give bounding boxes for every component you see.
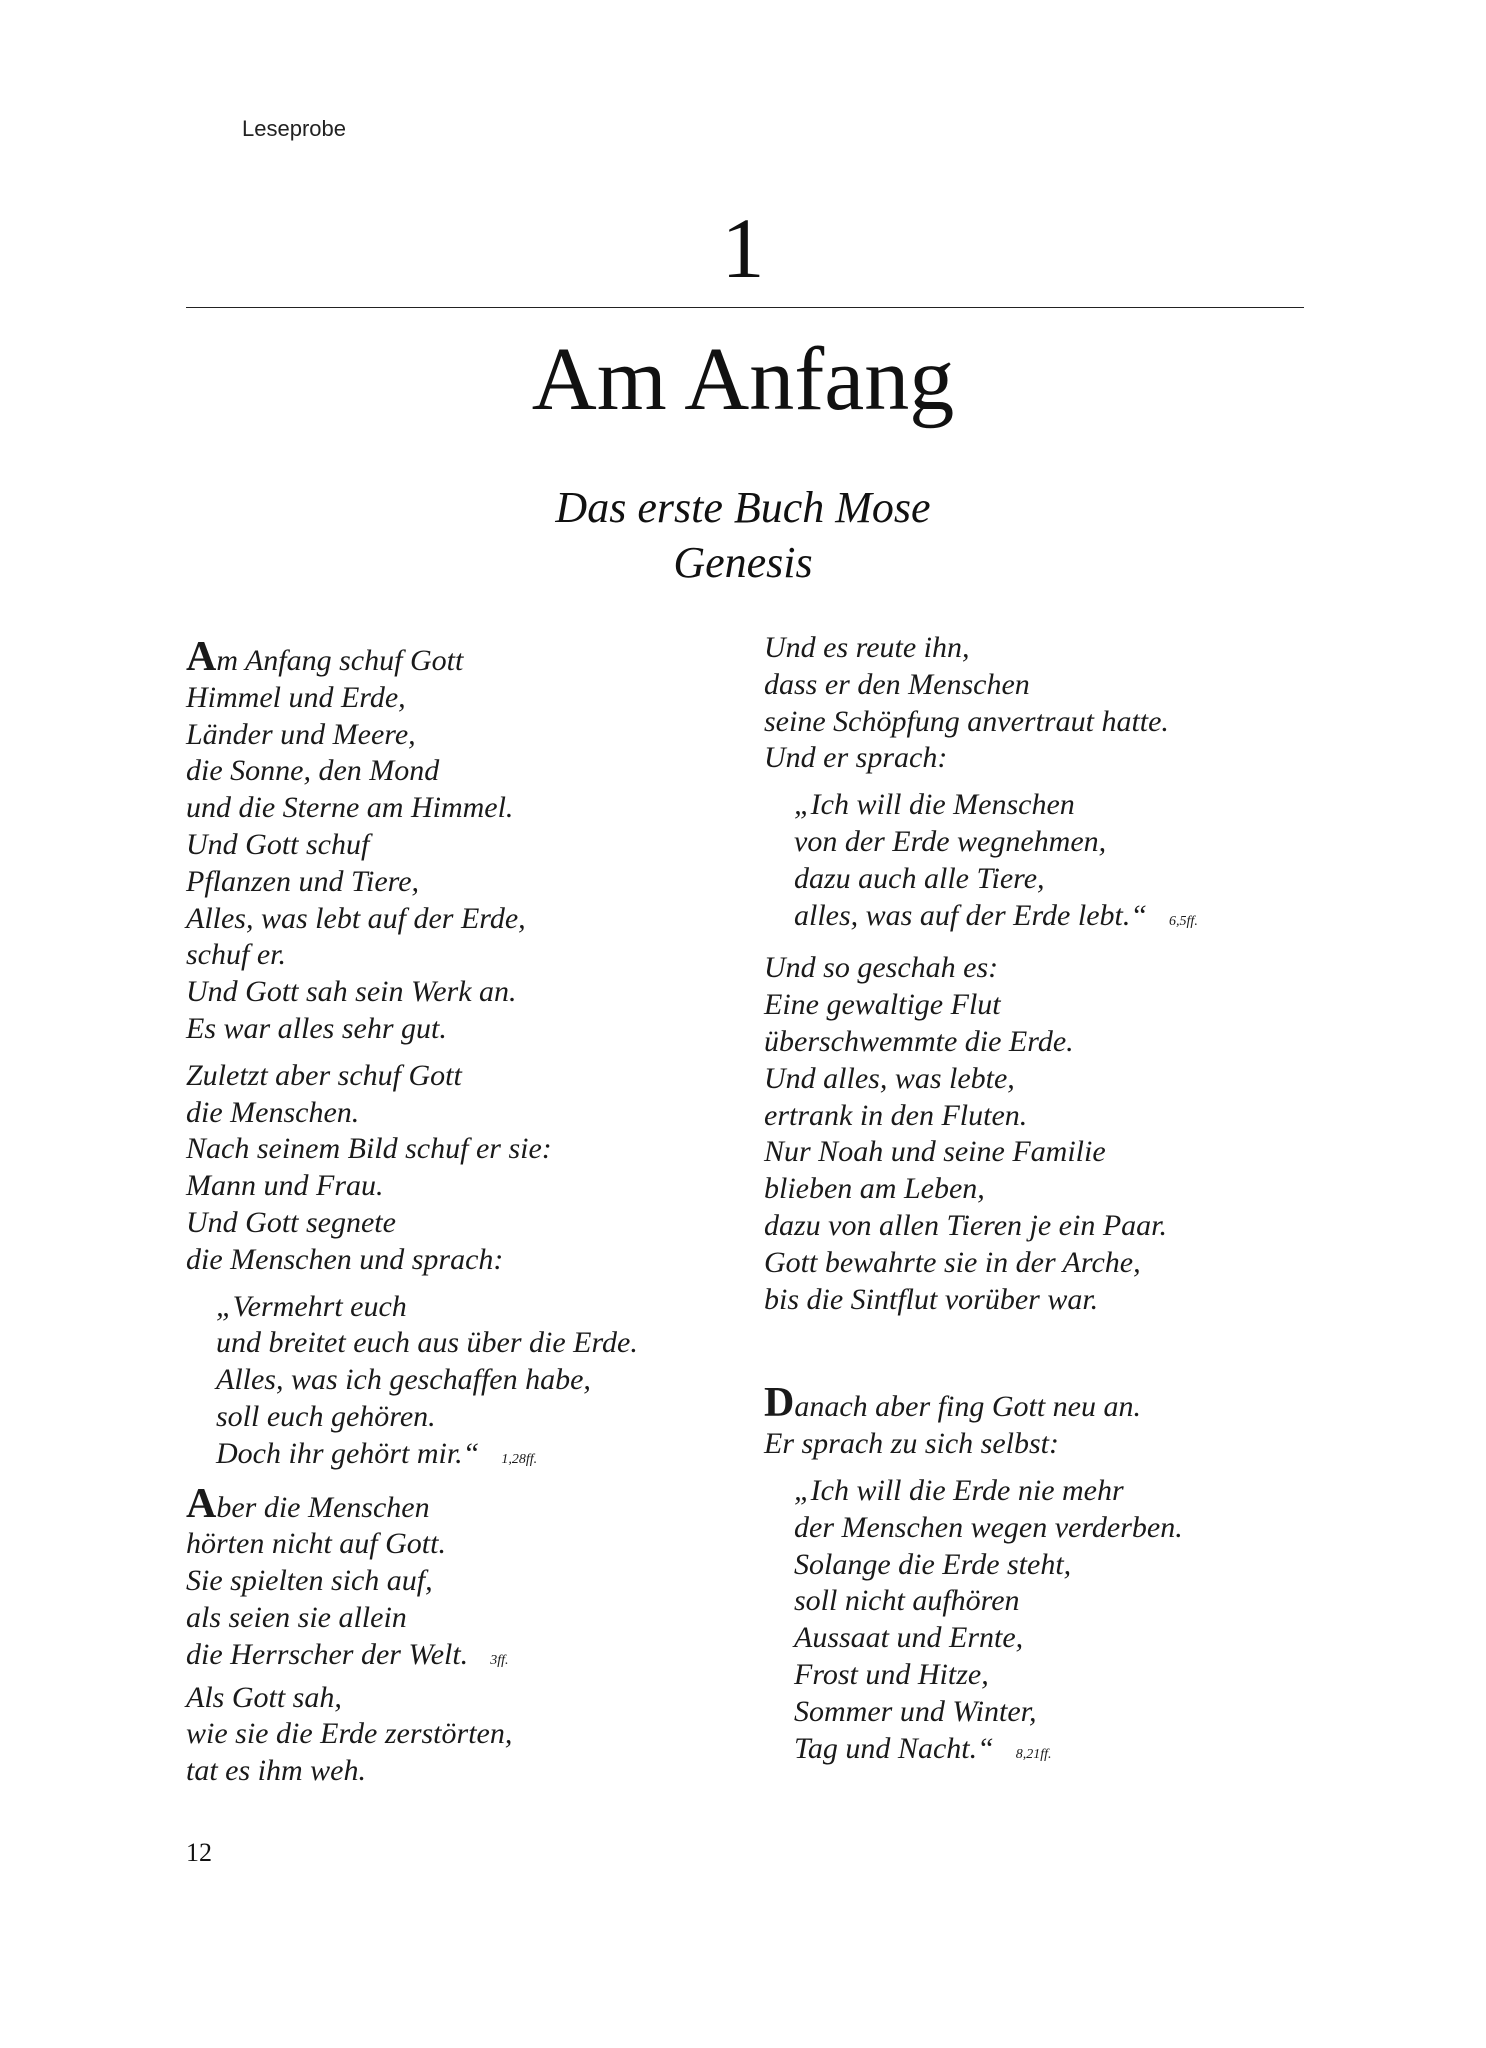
verse-line: Himmel und Erde, [186,680,406,714]
verse-line: bis die Sintflut vorüber war. [764,1282,1099,1316]
verse-line: blieben am Leben, [764,1172,985,1206]
verse-line: die Menschen und sprach: [186,1242,504,1276]
page-number: 12 [186,1838,212,1867]
verse-line: Zuletzt aber schuf Gott [186,1058,462,1092]
verse-line: Und Gott sah sein Werk an. [186,975,517,1009]
verse-line [216,1436,746,1479]
quote-stanza [186,1289,746,1479]
verse-line: und breitet euch aus über die Erde. [216,1326,638,1360]
verse-line: Länder und Meere, [186,717,416,751]
verse-text: ber die Menschen [216,1490,430,1524]
verse-line: seine Schöpfung anvertraut hatte. [764,704,1169,738]
stanza [764,950,1304,1318]
right-column [764,630,1304,1783]
verse-line: Pflanzen und Tiere, [186,864,420,898]
verse-line: Er sprach zu sich selbst: [764,1427,1059,1461]
verse-line [186,1637,746,1680]
verse-line: „Ich will die Menschen [794,788,1075,822]
verse-line [186,1480,746,1527]
verse-line: soll nicht aufhören [794,1584,1020,1618]
drop-cap: A [186,634,217,680]
verse-line: als seien sie allein [186,1600,407,1634]
bible-reference: 1,28ff. [501,1451,538,1467]
verse-line [794,1731,1304,1774]
verse-line: dass er den Menschen [764,667,1030,701]
verse-line: soll euch gehören. [216,1399,436,1433]
verse-line: Und er sprach: [764,741,948,775]
verse-line: ertrank in den Fluten. [764,1098,1028,1132]
bible-reference: 6,5ff. [1169,913,1198,929]
verse-line: Solange die Erde steht, [794,1547,1072,1581]
verse-line: Es war alles sehr gut. [186,1011,447,1045]
verse-line: Sie spielten sich auf, [186,1564,433,1598]
drop-cap: D [764,1380,795,1427]
verse-line: hörten nicht auf Gott. [186,1527,446,1561]
verse-line: Sommer und Winter, [794,1694,1037,1728]
verse-text: m Anfang schuf Gott [216,644,464,677]
verse-line: Und Gott segnete [186,1205,396,1239]
stanza [186,634,746,1048]
verse-line: Frost und Hitze, [794,1657,989,1691]
verse-line: Und alles, was lebte, [764,1061,1015,1095]
subtitle-line: Das erste Buch Mose [555,483,931,532]
verse-line: Und Gott schuf [186,827,370,861]
verse-line: die Menschen. [186,1095,360,1129]
verse-line: Nach seinem Bild schuf er sie: [186,1132,552,1166]
verse-line: Alles, was ich geschaffen habe, [216,1363,591,1397]
verse-line: „Ich will die Erde nie mehr [794,1473,1124,1507]
verse-text: alles, was auf der Erde lebt.“ [794,898,1148,932]
preview-label: Leseprobe [242,116,346,141]
chapter-number: 1 [721,200,765,296]
chapter-subtitle [0,480,1486,590]
verse-line: schuf er. [186,938,286,972]
verse-line: Als Gott sah, [186,1680,342,1714]
verse-line: überschwemmte die Erde. [764,1024,1074,1058]
verse-line: Mann und Frau. [186,1169,384,1203]
chapter-divider [186,307,1304,308]
subtitle-line: Genesis [673,538,813,587]
verse-line: und die Sterne am Himmel. [186,791,514,825]
verse-line: Gott bewahrte sie in der Arche, [764,1245,1141,1279]
verse-line: Und so geschah es: [764,951,999,985]
verse-text: anach aber fing Gott neu an. [794,1390,1141,1424]
stanza [186,1058,746,1279]
verse-line: die Sonne, den Mond [186,754,440,788]
verse-line [794,898,1304,941]
verse-line: dazu auch alle Tiere, [794,861,1045,895]
stanza [186,1480,746,1790]
verse-line: wie sie die Erde zerstörten, [186,1717,513,1751]
verse-line: Eine gewaltige Flut [764,988,1001,1022]
verse-line: Nur Noah und seine Familie [764,1135,1106,1169]
quote-stanza [764,787,1304,940]
drop-cap: A [186,1480,217,1527]
verse-line [186,634,746,680]
verse-text: Tag und Nacht.“ [794,1731,994,1765]
verse-line: der Menschen wegen verderben. [794,1510,1183,1544]
stanza-gap [764,1328,1304,1388]
verse-line [764,1380,1304,1427]
verse-line: Aussaat und Ernte, [794,1621,1024,1655]
verse-line: von der Erde wegnehmen, [794,824,1107,858]
verse-text: Doch ihr gehört mir.“ [216,1436,480,1470]
verse-text: die Herrscher der Welt. [186,1637,469,1671]
verse-line: tat es ihm weh. [186,1754,366,1788]
verse-line: Und es reute ihn, [764,631,970,664]
bible-reference: 3ff. [490,1652,509,1668]
left-column [186,634,746,1800]
quote-stanza [764,1473,1304,1773]
verse-line: dazu von allen Tieren je ein Paar. [764,1208,1168,1242]
stanza [764,1380,1304,1463]
verse-line: „Vermehrt euch [216,1289,407,1323]
bible-reference: 8,21ff. [1015,1746,1052,1762]
chapter-title: Am Anfang [531,330,955,429]
verse-line: Alles, was lebt auf der Erde, [186,901,526,935]
stanza [764,630,1304,777]
